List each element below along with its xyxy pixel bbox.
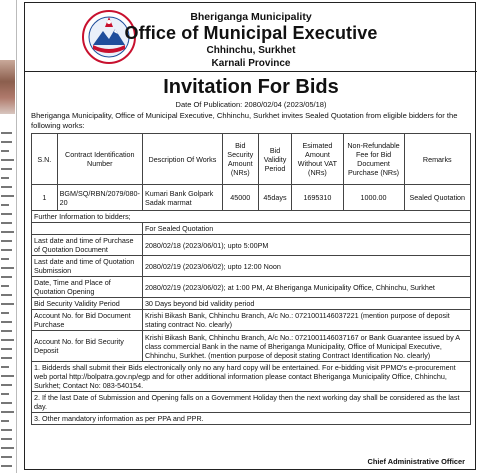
municipality-name: Bheriganga Municipality [190, 11, 312, 23]
detail-row [32, 235, 471, 256]
detail-label: Last date and time of Purchase of Quotation Document [32, 235, 143, 256]
col-header-estimated: Esimated Amount Without VAT (NRs) [292, 134, 343, 185]
bid-notice [24, 2, 476, 470]
note-row [32, 413, 471, 425]
detail-row [32, 298, 471, 310]
cell-description: Kumari Bank Golpark Sadak marmat [142, 185, 222, 211]
office-location: Chhinchu, Surkhet [206, 45, 296, 56]
note-text: 3. Other mandatory information as per PPA and PPR. [32, 413, 471, 425]
publication-date: Date Of Publication: 2080/02/04 (2023/05/18) [175, 100, 327, 109]
col-header-description: Description Of Works [142, 134, 222, 185]
cell-remarks: Sealed Quotation [404, 185, 470, 211]
detail-label: Date, Time and Place of Quotation Opening [32, 277, 143, 298]
detail-label: Bid Security Validity Period [32, 298, 143, 310]
header-divider [25, 71, 477, 72]
cell-validity: 45days [258, 185, 292, 211]
detail-label: Account No. for Bid Security Deposit [32, 331, 143, 362]
col-header-bid-security: Bid Security Amount (NRs) [222, 134, 258, 185]
cropped-photo [0, 60, 15, 114]
col-header-fee: Non-Refundable Fee for Bid Document Purchase (NRs) [343, 134, 404, 185]
detail-label: Account No. for Bid Document Purchase [32, 310, 143, 331]
note-row [32, 392, 471, 413]
cropped-text-lines [1, 125, 15, 473]
detail-row [32, 277, 471, 298]
detail-value: 30 Days beyond bid validity period [142, 298, 470, 310]
office-name: Office of Municipal Executive [124, 23, 378, 43]
col-header-contract-id: Contract Identification Number [57, 134, 142, 185]
detail-value: 2080/02/18 (2023/06/01); upto 5:00PM [142, 235, 470, 256]
detail-row [32, 310, 471, 331]
col-header-sn: S.N. [32, 134, 58, 185]
detail-label: Last date and time of Quotation Submission [32, 256, 143, 277]
notice-title: Invitation For Bids [163, 76, 339, 98]
cell-bid-security: 45000 [222, 185, 258, 211]
detail-value: Krishi Bikash Bank, Chhinchu Branch, A/c No.: 0721001146037221 (mention purpose of deposit stating contract No. clearly) [142, 310, 470, 331]
col-header-validity: Bid Validity Period [258, 134, 292, 185]
intro-paragraph: Bheriganga Municipality, Office of Municipal Executive, Chhinchu, Surkhet invites Sealed Quotation from eligible bidders for the following works: [31, 111, 458, 130]
note-text: 1. Bidderds shall submit their Bids electronically only no any hard copy will be entertained. For e-bidding visit PPMO's e-procurement web portal http://bolpatra.gov.np/egp and for other additional information please contact Bheriganga Municipality Office, Chhinchu, Surkhet; Contact No: 083-540154. [32, 362, 471, 392]
detail-value: 2080/02/19 (2023/06/02); upto 12:00 Noon [142, 256, 470, 277]
detail-value: 2080/02/19 (2023/06/02); at 1:00 PM, At Bheriganga Municipality Office, Chhinchu, Surkhet [142, 277, 470, 298]
detail-value: Krishi Bikash Bank, Chhinchu Branch, A/c No.: 0721001146037167 or Bank Guarantee issued by A class commercial Bank in the name of Bheriganga Municipality, Office of Municipal Executive, Chhinchu, Surkhet. (mention purpose of deposit stating Contract Identification No. clearly) [142, 331, 470, 362]
table-row [32, 185, 471, 211]
detail-row [32, 331, 471, 362]
col-header-remarks: Remarks [404, 134, 470, 185]
table-header-row [32, 134, 471, 185]
works-table [31, 133, 471, 425]
sealed-quotation-row [32, 223, 471, 235]
further-info-row [32, 211, 471, 223]
province-name: Karnali Province [211, 58, 291, 69]
note-row [32, 362, 471, 392]
signatory-title: Chief Administrative Officer [367, 457, 465, 466]
cell-fee: 1000.00 [343, 185, 404, 211]
cell-estimated: 1695310 [292, 185, 343, 211]
detail-row [32, 256, 471, 277]
further-info-label: Further Information to bidders; [32, 211, 471, 223]
sealed-quotation-label: For Sealed Quotation [142, 223, 470, 235]
note-text: 2. If the last Date of Submission and Opening falls on a Government Holiday then the next working day shall be considered as the last day. [32, 392, 471, 413]
adjacent-page-strip [0, 0, 17, 473]
cell-contract-id: BGM/SQ/RBN/2079/080-20 [57, 185, 142, 211]
cell-sn: 1 [32, 185, 58, 211]
